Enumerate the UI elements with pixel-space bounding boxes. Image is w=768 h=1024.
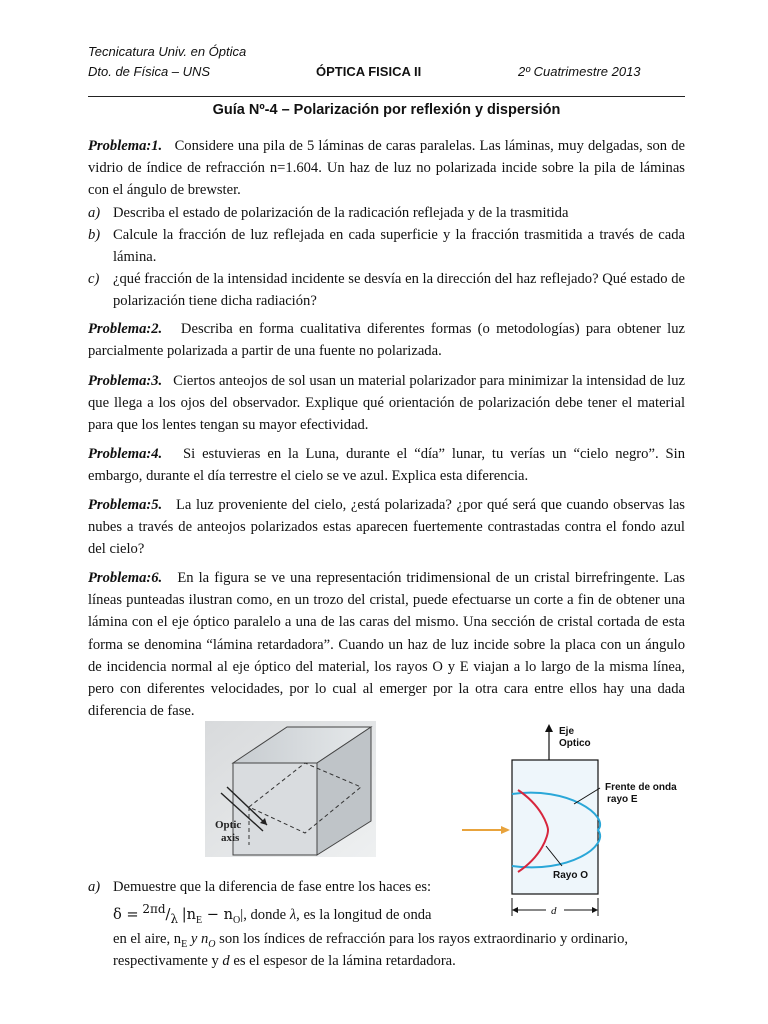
formula-tail: , es la longitud de onda [296, 906, 432, 923]
line2-sub-o: O [208, 938, 216, 950]
problem-4-label: Problema:4. [88, 446, 163, 462]
front-label-2: rayo E [607, 794, 638, 805]
formula-sub-o: O [233, 914, 241, 926]
problem-1-item-c [88, 268, 685, 312]
line3-d: d [222, 953, 230, 969]
problem-4-text: Si estuvieras en la Luna, durante el “día” lunar, tu verías un “cielo negro”. Sin embargo, durante el día terrestre el cielo se ve azul. Explica esta diferencia. [88, 446, 685, 485]
problem-6 [88, 567, 685, 722]
problem-6-label: Problema:6. [88, 570, 163, 586]
problem-4 [88, 443, 685, 487]
problem-1-text: Considere una pila de 5 láminas de caras paralelas. Las láminas, muy delgadas, son de vidrio de índice de refracción n=1.604. Un haz de luz no polarizada incide sobre la pila de láminas con el ángulo de brewster. [88, 138, 685, 199]
problem-3 [88, 370, 685, 437]
line2-end: son los índices de refracción para los rayos extraordinario y ordinario, [215, 931, 629, 947]
problem-1-item-b [88, 224, 685, 268]
formula-sub-e: E [196, 914, 203, 926]
header-rule [88, 96, 685, 97]
item-text: Describa el estado de polarización de la radicación reflejada y de la trasmitida [113, 205, 569, 221]
problem-5-text: La luz proveniente del cielo, ¿está polarizada? ¿por qué será que cuando observas las nubes a través de anteojos polarizados estas aparecen fuertemente contrastadas contra el fondo azul del cielo? [88, 497, 685, 558]
line2-y: y n [187, 931, 209, 947]
line2-start: en el aire, n [113, 931, 182, 947]
problem-2-label: Problema:2. [88, 321, 163, 337]
phase-formula: $\delta = ^{2\pi d}/_\lambda$ $|n_E - n_O|$, donde λ, es la longitud de onda [113, 902, 432, 926]
problem-1-item-a [88, 202, 685, 224]
item-marker: c) [88, 271, 100, 287]
part-a-marker: a) [88, 879, 101, 895]
thickness-label: d [551, 905, 557, 917]
problem-2 [88, 318, 685, 362]
part-a [88, 876, 463, 898]
header-department: Dto. de Física – UNS [88, 64, 211, 79]
header-term: 2º Cuatrimestre 2013 [518, 64, 641, 79]
item-text: ¿qué fracción de la intensidad incidente se desvía en la dirección del haz reflejado? Qué estado de polarización tiene dicha radiación? [113, 271, 685, 310]
problem-5-label: Problema:5. [88, 497, 163, 513]
problem-1-label: Problema:1. [88, 138, 163, 154]
problem-3-label: Problema:3. [88, 373, 163, 389]
formula-close: |, donde [240, 906, 290, 923]
problem-2-text: Describa en forma cualitativa diferentes formas (o metodologías) para obtener luz parcialmente polarizada a partir de una fuente no polarizada. [88, 321, 685, 360]
part-a-line-3 [113, 950, 685, 972]
header-course: ÓPTICA FISICA II [316, 64, 422, 79]
optic-axis-label-1: Optic [215, 819, 242, 831]
ray-o-label: Rayo O [553, 870, 589, 881]
d-arrowhead-right [592, 907, 598, 913]
problem-6-text: En la figura se ve una representación tridimensional de un cristal birrefringente. Las líneas punteadas ilustran como, en un trozo del cristal, puede efectuarse un corte a fin de obtener una lámina con el eje óptico paralelo a una de las caras del mismo. Una sección de cristal cortada de esta forma se denomina “lámina retardadora”. Cuando un haz de luz incide sobre la placa con un ángulo de incidencia normal al eje óptico del material, los rayos O y E viajan a lo largo de la misma línea, pero con diferentes velocidades, por lo cual al emerger por la otra cara entre ellos hay una dada diferencia de fase. [88, 570, 685, 720]
formula-lambda: λ [289, 906, 297, 923]
crystal-front-face [233, 763, 317, 855]
front-label-1: Frente de onda [605, 782, 677, 793]
part-a-text: Demuestre que la diferencia de fase entre los haces es: [113, 879, 432, 895]
page-title: Guía Nº-4 – Polarización por reflexión y dispersión [212, 102, 561, 118]
line3-end: es el espesor de la lámina retardadora. [229, 953, 456, 969]
header-institution: Tecnicatura Univ. en Óptica [88, 44, 247, 59]
formula-numerator: 2πd [142, 902, 166, 916]
problem-3-text: Ciertos anteojos de sol usan un material polarizador para minimizar la intensidad de luz que llega a los ojos del observador. Explique qué orientación de polarización debe tener el material para que los lentes tengan su mayor efectividad. [88, 373, 685, 434]
axis-label-1: Eje [559, 726, 575, 737]
formula-delta: δ = [113, 905, 139, 923]
problem-1 [88, 135, 685, 202]
formula-denominator: λ [170, 911, 179, 926]
problem-5 [88, 494, 685, 561]
axis-label-2: Optico [559, 738, 591, 749]
item-text: Calcule la fracción de luz reflejada en cada superficie y la fracción trasmitida a través de cada lámina. [113, 227, 685, 266]
formula-minus: − n [202, 905, 234, 923]
d-arrowhead-left [512, 907, 518, 913]
line2-sub-e: E [181, 938, 188, 950]
retarder-plate-figure [462, 722, 678, 918]
item-marker: b) [88, 227, 101, 243]
item-marker: a) [88, 205, 101, 221]
line3-start: respectivamente y [113, 953, 223, 969]
incident-beam-arrowhead [501, 826, 510, 834]
crystal-figure [205, 721, 376, 857]
formula-abs-open: |n [181, 905, 197, 923]
optic-axis-label-2: axis [221, 832, 240, 844]
optic-axis-arrowhead-2 [545, 724, 553, 732]
